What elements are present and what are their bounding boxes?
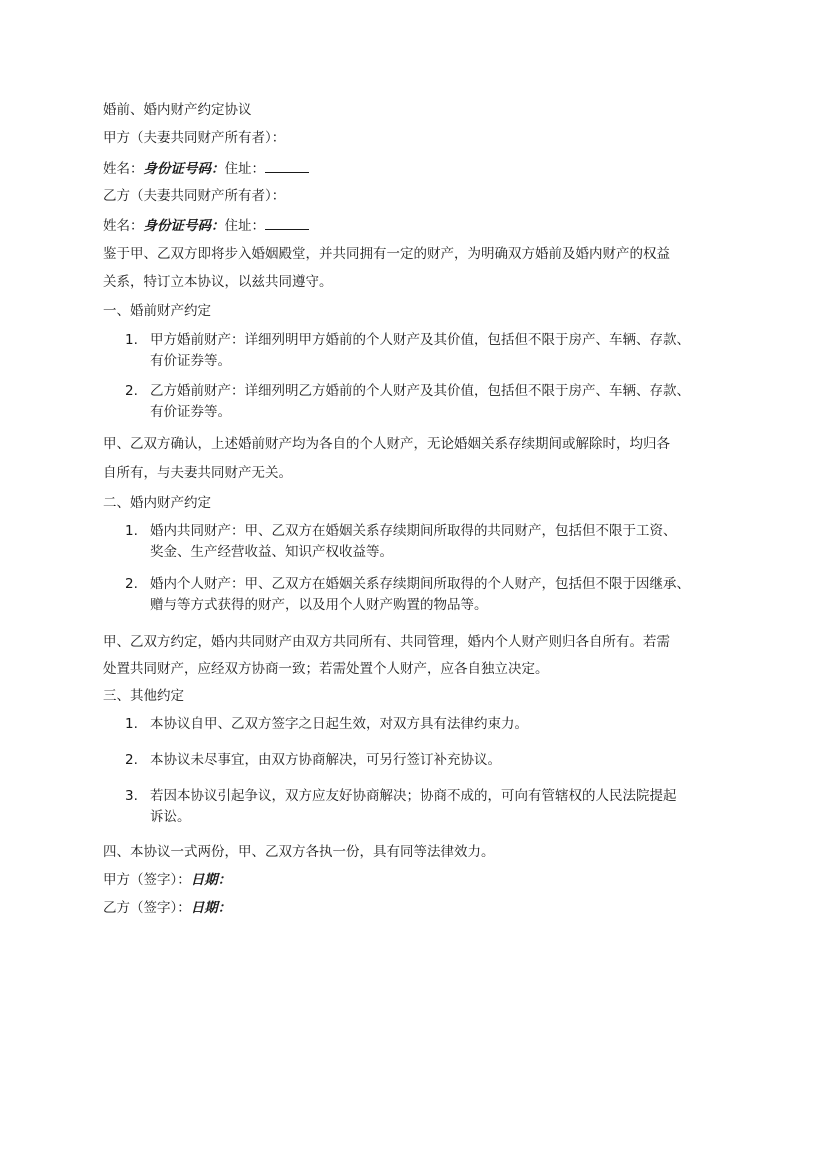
party-b-label: 乙方（夫妻共同财产所有者）： <box>103 188 286 204</box>
list-item-line: 有价证券等。 <box>150 404 231 420</box>
party-a-signature-label: 甲方（签字）： <box>103 872 191 888</box>
party-a-date-label: 日期： <box>190 872 232 888</box>
document-title: 婚前、婚内财产约定协议 <box>103 102 252 118</box>
list-number: 3. <box>125 788 138 804</box>
list-number: 2. <box>125 752 138 768</box>
list-number: 1. <box>125 332 138 348</box>
preamble-line: 关系，特订立本协议，以兹共同遵守。 <box>103 274 333 290</box>
section2-closing-line: 甲、乙双方约定，婚内共同财产由双方共同所有、共同管理，婚内个人财产则归各自所有。若需 <box>103 634 670 650</box>
list-item-line: 乙方婚前财产：详细列明乙方婚前的个人财产及其价值，包括但不限于房产、车辆、存款、 <box>150 383 690 399</box>
section2-heading: 二、婚内财产约定 <box>103 495 211 511</box>
list-number: 2. <box>125 576 138 592</box>
party-a-details <box>103 158 309 179</box>
list-number: 1. <box>125 716 138 732</box>
section2-closing-line: 处置共同财产，应经双方协商一致；若需处置个人财产，应各自独立决定。 <box>103 661 549 677</box>
list-item-line: 若因本协议引起争议，双方应友好协商解决；协商不成的，可向有管辖权的人民法院提起 <box>150 788 677 804</box>
list-number: 2. <box>125 383 138 399</box>
list-item-line: 婚内个人财产：甲、乙双方在婚姻关系存续期间所取得的个人财产，包括但不限于因继承、 <box>150 576 690 592</box>
list-item-line: 本协议自甲、乙双方签字之日起生效，对双方具有法律约束力。 <box>150 716 528 732</box>
party-a-name-label: 姓名： <box>103 161 144 177</box>
section1-closing-line: 甲、乙双方确认，上述婚前财产均为各自的个人财产，无论婚姻关系存续期间或解除时，均归各 <box>103 436 670 452</box>
list-item-line: 诉讼。 <box>150 809 191 825</box>
party-b-id-label: 身份证号码： <box>143 218 225 234</box>
list-item-line: 本协议未尽事宜，由双方协商解决，可另行签订补充协议。 <box>150 752 501 768</box>
party-b-name-label: 姓名： <box>103 218 144 234</box>
preamble-line: 鉴于甲、乙双方即将步入婚姻殿堂，并共同拥有一定的财产，为明确双方婚前及婚内财产的权益 <box>103 246 670 262</box>
party-b-address-blank <box>265 215 309 230</box>
section1-heading: 一、婚前财产约定 <box>103 303 211 319</box>
party-b-details <box>103 215 309 236</box>
section3-heading: 三、其他约定 <box>103 688 184 704</box>
party-a-address-label: 住址： <box>224 161 265 177</box>
list-item-line: 赠与等方式获得的财产，以及用个人财产购置的物品等。 <box>150 597 488 613</box>
section4-text: 四、本协议一式两份，甲、乙双方各执一份，具有同等法律效力。 <box>103 844 495 860</box>
party-a-address-blank <box>265 158 309 173</box>
list-number: 1. <box>125 523 138 539</box>
party-b-date-label: 日期： <box>190 900 232 916</box>
party-b-address-label: 住址： <box>224 218 265 234</box>
party-b-signature <box>103 898 231 918</box>
list-item-line: 有价证券等。 <box>150 353 231 369</box>
party-a-id-label: 身份证号码： <box>143 161 225 177</box>
list-item-line: 婚内共同财产：甲、乙双方在婚姻关系存续期间所取得的共同财产，包括但不限于工资、 <box>150 523 677 539</box>
party-b-signature-label: 乙方（签字）： <box>103 900 191 916</box>
party-a-label: 甲方（夫妻共同财产所有者）： <box>103 130 286 146</box>
list-item-line: 奖金、生产经营收益、知识产权收益等。 <box>150 544 393 560</box>
party-a-signature <box>103 870 231 890</box>
section1-closing-line: 自所有，与夫妻共同财产无关。 <box>103 465 292 481</box>
list-item-line: 甲方婚前财产：详细列明甲方婚前的个人财产及其价值，包括但不限于房产、车辆、存款、 <box>150 332 690 348</box>
